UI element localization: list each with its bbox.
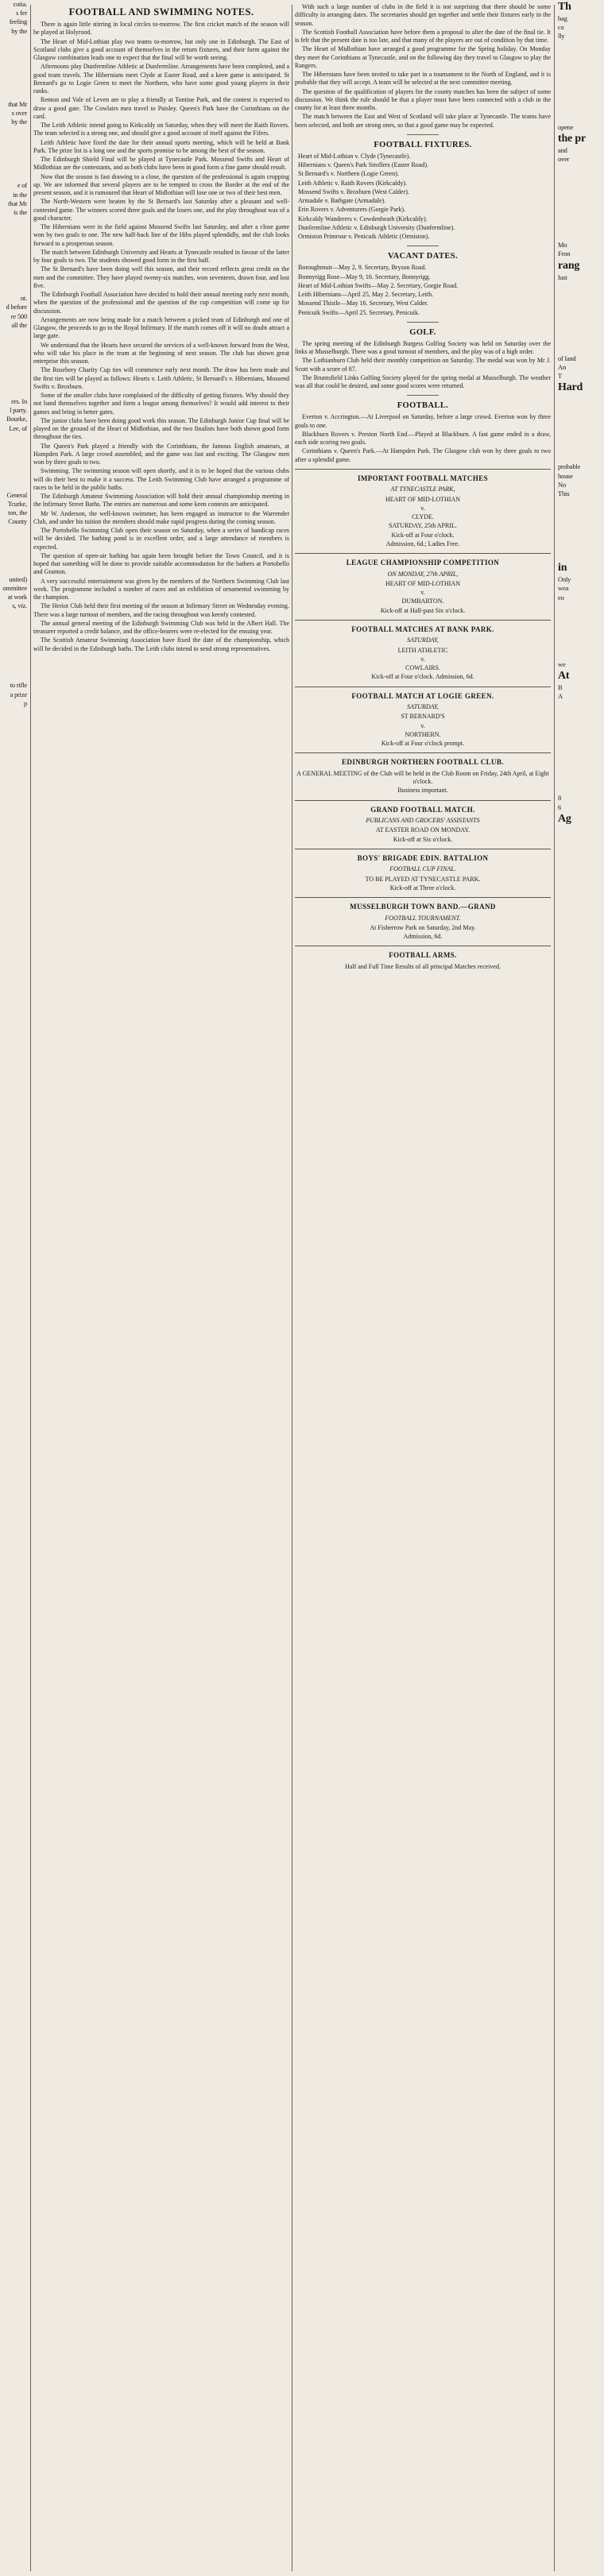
article-continuation: [295, 3, 551, 130]
fixture-line: Erin Rovers v. Adventurers (Gorgie Park).: [298, 206, 406, 214]
paragraph: The Bruntsfield Links Golfing Society played for the spring medal at Musselburgh. The weather was all that could be desired, and some good scores were returned.: [295, 373, 551, 389]
edge-text-line: d before: [6, 303, 27, 311]
advert-line: v.: [420, 721, 425, 729]
edge-text-line: Only: [558, 575, 571, 584]
edge-text-line: County: [8, 517, 27, 526]
edge-text-line: Th: [558, 1, 571, 13]
paragraph: A very successful entertainment was given by the members of the Northern Swimming Club last week. The programme included a number of races and an exhibition of ornamental swimming by the champion.: [33, 577, 289, 601]
paragraph: Blackburn Rovers v. Preston North End.—Played at Blackburn. A fast game ended in a draw, each side scoring two goals.: [295, 430, 551, 446]
golf-title: GOLF.: [409, 327, 436, 337]
advert-line: TO BE PLAYED AT TYNECASTLE PARK.: [365, 875, 481, 883]
advert-subtitle: SATURDAY,: [407, 703, 439, 710]
advert-line: SATURDAY, 25th APRIL.: [389, 522, 457, 530]
edge-text-line: that Mr: [8, 99, 27, 108]
advert-line: Kick-off at Four o'clock prompt.: [381, 740, 465, 747]
advert-line: ST BERNARD'S: [401, 713, 445, 721]
paragraph: We understand that the Hearts have secured the services of a well-known forward from the West, who will take his place in the team at the beginning of next season. The club has shown great enterprise this season.: [33, 341, 289, 365]
advertisements: [295, 469, 551, 971]
edge-text-line: s over: [11, 109, 27, 118]
advert-line: Half and Full Time Results of all principal Matches received.: [345, 962, 501, 970]
advert-subtitle: SATURDAY,: [407, 636, 439, 644]
paragraph: The Scottish Football Association have before them a proposal to alter the date of the final tie. It is felt that the present date is too late, and that many of the players are out of condition by that time.: [295, 28, 551, 44]
column-rule-left: [30, 5, 31, 2571]
fixture-line: Leith Athletic v. Raith Rovers (Kirkcaldy).: [298, 179, 408, 187]
paragraph: The match between Edinburgh University and Hearts at Tynecastle resulted in favour of the latter by four goals to two. The students showed good form in the first half.: [33, 248, 289, 264]
advertisement: [295, 687, 551, 748]
paragraph: The junior clubs have been doing good work this season. The Edinburgh Junior Cup final will be played on the ground of the Heart of Midlothian, and the two finalists have both shown good form throughout the ties.: [33, 416, 289, 441]
edge-text-line: at work: [7, 593, 27, 601]
edge-text-line: Hard: [558, 381, 583, 394]
edge-text-line: house: [558, 471, 573, 480]
paragraph: The match between the East and West of Scotland will take place at Tynecastle. The teams have been selected, and both are strong ones, so that a good game may be expected.: [295, 113, 551, 129]
vacant-dates-title: VACANT DATES.: [387, 252, 459, 261]
advert-line: HEART OF MID-LOTHIAN: [385, 495, 461, 503]
advert-title: GRAND FOOTBALL MATCH.: [370, 805, 475, 814]
vacant-date-line: Bonnyrigg Rose—May 9, 16. Secretary, Bonnyrigg.: [298, 273, 431, 280]
advert-line: Admission, 6d.: [403, 933, 443, 940]
edge-text-line: rang: [558, 259, 580, 272]
edge-text-line: B: [558, 683, 563, 692]
article-body: [33, 21, 289, 653]
edge-text-line: A: [558, 692, 563, 701]
advert-line: COWLAIRS.: [405, 664, 440, 671]
paragraph: There is again little stirring in local circles to-morrow. The first cricket match of the season will be played at Holyrood.: [33, 21, 289, 37]
advert-line: Kick-off at Four o'clock. Admission, 6d.: [371, 673, 474, 681]
advert-line: A GENERAL MEETING of the Club will be held in the Club Room on Friday, 24th April, at Eight o'clock.: [296, 769, 549, 785]
advert-line: CLYDE.: [412, 513, 434, 520]
fixture-line: Dunfermline Athletic v. Edinburgh University (Dunfermline).: [298, 223, 455, 231]
paragraph: Mr W. Anderson, the well-known swimmer, has been engaged as instructor to the Warrender Club, and under his tuition the members should make rapid progress during the coming season.: [33, 509, 289, 525]
edge-text-line: a prize: [10, 690, 27, 698]
advert-line: NORTHERN.: [405, 730, 441, 738]
advert-line: At Fisherrow Park on Saturday, 2nd May.: [370, 923, 476, 931]
advertisement: [295, 946, 551, 971]
fixtures-title: FOOTBALL FIXTURES.: [374, 140, 472, 149]
edge-text-line: This: [558, 489, 570, 498]
edge-text-line: Lee, of: [9, 424, 27, 432]
edge-text-line: l party.: [10, 406, 27, 415]
paragraph: Leith Athletic have fixed the date for their annual sports meeting, which will be held at Bank Park. The prize list is a long one and the sports promise to be among the best of the season.: [33, 138, 289, 154]
edge-text-line: opene: [558, 122, 574, 131]
edge-text-line: ommittee: [2, 583, 27, 592]
paragraph: Some of the smaller clubs have complained of the difficulty of getting fixtures. Why should they not band themselves together and form a league among themselves? It would add interest to their games and bring in better gates.: [33, 392, 289, 416]
advert-subtitle: PUBLICANS AND GROCERS' ASSISTANTS: [366, 817, 480, 824]
advert-title: IMPORTANT FOOTBALL MATCHES: [357, 474, 489, 482]
advert-line: AT EASTER ROAD ON MONDAY.: [375, 826, 470, 834]
paragraph: The Edinburgh Football Association have decided to hold their annual meeting early next month, when the question of the professional and the question of the cup competition will come up for discussion.: [33, 291, 289, 315]
edge-text-line: At: [558, 670, 570, 683]
paragraph: The St Bernard's have been doing well this season, and their record reflects great credit on the men and the committee. They have played twenty-six matches, won seventeen, drawn four, and lost five.: [33, 265, 289, 289]
paragraph: The Leith Athletic intend going to Kirkcaldy on Saturday, when they will meet the Raith Rovers. The team selected is a strong one, and should give a good account of itself against the Fifers.: [33, 122, 289, 137]
golf-body: [295, 340, 551, 391]
edge-text-line: by the: [11, 26, 27, 35]
paragraph: Swimming. The swimming season will open shortly, and it is to be hoped that the various clubs will do their best to make it a success. The Leith Swimming Club have arranged a programme of races to be held in the public baths.: [33, 467, 289, 491]
edge-text-line: lly: [558, 32, 565, 41]
advertisement: [295, 469, 551, 548]
edge-text-line: to rifle: [10, 681, 27, 690]
vacant-date-line: Boroughmuir—May 2, 9. Secretary, Bryson Road.: [298, 264, 427, 272]
edge-text-line: Tcurke,: [7, 500, 27, 509]
edge-text-line: ca: [558, 23, 564, 32]
advert-line: Business important.: [397, 787, 448, 795]
vacant-date-line: Leith Hibernians—April 25, May 2. Secretary, Leith.: [298, 291, 434, 298]
edge-text-line: An: [558, 363, 566, 372]
edge-text-line: ton, the: [8, 509, 27, 517]
advert-subtitle: ON MONDAY, 27th APRIL,: [387, 570, 459, 578]
paragraph: The annual general meeting of the Edinburgh Swimming Club was held in the Albert Hall. The treasurer reported a credit balance, and the office-bearers were re-elected for the ensuing year.: [33, 619, 289, 635]
advertisement: [295, 897, 551, 941]
advert-line: Kick-off at Three o'clock.: [389, 884, 456, 892]
vacant-date-line: Heart of Mid-Lothian Swifts—May 2. Secretary, Gorgie Road.: [298, 281, 459, 289]
edge-text-line: of land: [558, 354, 576, 362]
paragraph: The Heriot Club held their first meeting of the season at Infirmary Street on Wednesday evening. There was a large turnout of members, and the racing throughout was keenly contested.: [33, 602, 289, 618]
paragraph: The Edinburgh Shield Final will be played at Tynecastle Park. Mossend Swifts and Heart of Midlothian are the contestants, and as both clubs have been in good form a fine game should result.: [33, 156, 289, 172]
fixture-line: Heart of Mid-Lothian v. Clyde (Tynecastle).: [298, 152, 411, 160]
vacant-dates-list: [295, 264, 551, 317]
divider: [407, 322, 439, 323]
paragraph: The Heart of Midlothian have arranged a good programme for the Spring holiday. On Monday they meet the Corinthians at Tynecastle, and on the following day they travel to Glasgow to play the Rangers.: [295, 45, 551, 69]
paragraph: The Scottish Amateur Swimming Association have fixed the date of the championship, which will be decided in the Edinburgh baths. The Leith clubs intend to send strong representatives.: [33, 636, 289, 652]
edge-text-line: probable: [558, 462, 581, 471]
paragraph: The Heart of Mid-Lothian play two teams to-morrow, but only one in Edinburgh. The East of Scotland clubs give a good account of themselves in the return fixtures, and their form against the Glasgow combination leads one to expect that the final will be worth seeing.: [33, 37, 289, 61]
advert-title: LEAGUE CHAMPIONSHIP COMPETITION: [346, 559, 500, 567]
advert-line: v.: [420, 589, 425, 596]
football-title: FOOTBALL.: [397, 401, 449, 411]
advert-line: Kick-off at Half-past Six o'clock.: [380, 606, 466, 614]
edge-text-line: T: [558, 372, 562, 381]
edge-text-line: the pr: [558, 132, 586, 145]
vacant-date-line: Penicuik Swifts—April 25. Secretary, Penicuik.: [298, 308, 420, 316]
edge-text-line: General: [6, 490, 27, 499]
edge-text-line: feeling: [9, 17, 27, 26]
edge-text-line: in: [558, 562, 567, 574]
edge-text-line: by the: [11, 118, 27, 126]
edge-text-line: wea: [558, 584, 569, 593]
paragraph: The Edinburgh Amateur Swimming Association will hold their annual championship meeting in the Infirmary Street Baths. The entries are numerous and some keen contests are anticipated.: [33, 493, 289, 509]
edge-text-line: that Mr: [8, 199, 27, 207]
edge-text-line: lust: [558, 273, 567, 281]
advert-subtitle: FOOTBALL TOURNAMENT.: [385, 914, 461, 922]
advert-subtitle: FOOTBALL CUP FINAL.: [389, 865, 456, 873]
advert-title: MUSSELBURGH TOWN BAND.—GRAND: [350, 903, 496, 911]
advertisement: [295, 849, 551, 892]
edge-text-line: 8: [558, 794, 562, 803]
advertisement: [295, 553, 551, 615]
fixture-line: Ormiston Primrose v. Penicuik Athletic (Ormiston).: [298, 233, 430, 240]
paragraph: Corinthians v. Queen's Park.—At Hampden Park. The Glasgow club won by three goals to two after a splendid game.: [295, 447, 551, 463]
fixture-line: St Bernard's v. Northern (Logie Green).: [298, 170, 399, 178]
paragraph: With such a large number of clubs in the field it is not surprising that there should be some difficulty in arranging dates. The secretaries should get together and settle their fixtures early in the season.: [295, 3, 551, 27]
advert-line: HEART OF MID-LOTHIAN: [385, 579, 461, 587]
advert-line: Kick-off at Six o'clock.: [393, 835, 453, 843]
advert-title: EDINBURGH NORTHERN FOOTBALL CLUB.: [342, 758, 504, 767]
edge-text-line: s, viz.: [12, 601, 27, 610]
edge-text-line: Ag: [558, 812, 571, 825]
advert-title: FOOTBALL ARMS.: [389, 951, 457, 960]
fixture-line: Hibernians v. Queen's Park Strollers (Easter Road).: [298, 161, 428, 168]
paragraph: The Lothianburn Club held their monthly competition on Saturday. The medal was won by Mr J. Scott with a score of 87.: [295, 357, 551, 373]
advert-line: Kick-off at Four o'clock.: [391, 531, 455, 539]
paragraph: The Queen's Park played a friendly with the Corinthians, the famous English amateurs, at Hampden Park. A large crowd assembled, and the game was fast and exciting. The Glasgow men won by three goals to two.: [33, 442, 289, 466]
article-title: FOOTBALL AND SWIMMING NOTES.: [68, 6, 254, 17]
advert-subtitle: AT TYNECASTLE PARK,: [390, 485, 455, 493]
edge-text-line: No: [558, 480, 566, 489]
paragraph: Afternoons play Dunfermline Athletic at Dunfermline. Arrangements have been completed, and a good team travels. The Hibernians meet Clyde at Easter Road, and a keen game is anticipated. St Bernard's go to Logie Green to meet the Northern, who have some good young players in their ranks.: [33, 63, 289, 95]
edge-text-line: eo: [558, 593, 564, 601]
edge-text-line: Fron: [558, 249, 571, 258]
paragraph: Now that the season is fast drawing to a close, the question of the professional is again cropping up. We are informed that several players are to be tempted to cross the Border at the end of the present season, and it is rumoured that Heart of Midlothian will lose one or two of their best men.: [33, 172, 289, 196]
left-neighbour-column: [0, 0, 29, 2576]
edge-text-line: 6: [558, 803, 562, 811]
notes-column: [33, 3, 289, 2573]
fixtures-list: [295, 153, 551, 242]
fixture-line: Mossend Swifts v. Broxburn (West Calder).: [298, 188, 409, 195]
advert-line: v.: [420, 655, 425, 663]
divider: [407, 395, 439, 396]
paragraph: The Portobello Swimming Club open their season on Saturday, when a series of handicap races will be decided. The bathing pond is in excellent order, and a large attendance of members is expected.: [33, 527, 289, 551]
edge-text-line: ers. In: [11, 397, 27, 406]
paragraph: The question of open-air bathing has again been brought before the Town Council, and it is hoped that something will be done to provide suitable accommodation for the bathers at Portobello and Granton.: [33, 551, 289, 576]
divider: [407, 134, 439, 135]
advertisement: [295, 800, 551, 844]
fixture-line: Armadale v. Bathgate (Armadale).: [298, 197, 386, 204]
edge-text-line: cotia.: [13, 0, 27, 8]
edge-text-line: Mo: [558, 241, 567, 249]
paragraph: The question of the qualification of players for the county matches has been the subject of some discussion. We think the rule should be that a player must have been connected with a club in the county for at least three months.: [295, 87, 551, 111]
paragraph: Renton and Vale of Leven are to play a friendly at Tontine Park, and the contest is expected to draw a good gate. The Cowlairs men travel to Paisley. Queen's Park have the Corinthians on the card.: [33, 96, 289, 120]
paragraph: Everton v. Accrington.—At Liverpool on Saturday, before a large crowd. Everton won by three goals to one.: [295, 413, 551, 429]
paragraph: The Hibernians were in the field against Mossend Swifts last Saturday, and after a close game won by two goals to one. The new half-back line of the Hibs played splendidly, and the club looks forward to a prosperous season.: [33, 223, 289, 247]
fixture-line: Kirkcaldy Wanderers v. Cowdenbeath (Kirkcaldy).: [298, 215, 428, 222]
advert-title: FOOTBALL MATCHES AT BANK PARK.: [351, 625, 494, 633]
edge-text-line: united): [9, 574, 27, 583]
advertisement: [295, 752, 551, 795]
paragraph: The spring meeting of the Edinburgh Burgess Golfing Society was held on Saturday over the links at Musselburgh. There was a good turnout of members, and the play was of a high order.: [295, 339, 551, 355]
edge-text-line: in the: [13, 190, 27, 199]
edge-text-line: is the: [14, 208, 27, 217]
edge-text-line: all the: [11, 320, 27, 329]
advert-line: DUMBARTON.: [401, 598, 444, 605]
football-body: [295, 413, 551, 464]
paragraph: The North-Western were beaten by the St Bernard's last Saturday after a pleasant and well-contested game. The winners scored three goals and the losers one, and the play throughout was of a good character.: [33, 198, 289, 222]
paragraph: Arrangements are now being made for a match between a picked team of Edinburgh and one of Glasgow, the proceeds to go to the Royal Infirmary. If the match comes off it will no doubt attract a large gate.: [33, 315, 289, 340]
edge-text-line: e of: [17, 181, 27, 190]
edge-text-line: we: [558, 659, 566, 668]
edge-text-line: re 500: [10, 311, 27, 320]
edge-text-line: Bourke,: [6, 415, 27, 424]
advert-line: LEITH ATHLETIC: [397, 646, 448, 654]
right-neighbour-column: [555, 0, 604, 2576]
advert-title: FOOTBALL MATCH AT LOGIE GREEN.: [351, 691, 494, 700]
paragraph: The Hibernians have been invited to take part in a tournament in the North of England, and it is probable that they will accept. A team will be selected at the next committee meeting.: [295, 71, 551, 87]
advert-line: Admission, 6d.; Ladies Free.: [385, 540, 460, 547]
edge-text-line: bag: [558, 14, 567, 22]
edge-text-line: p: [23, 698, 27, 707]
edge-text-line: and: [558, 145, 567, 154]
advert-title: BOYS' BRIGADE EDIN. BATTALION: [357, 853, 489, 862]
advert-line: v.: [420, 504, 425, 512]
edge-text-line: over: [558, 155, 570, 164]
advertisement: [295, 620, 551, 682]
edge-text-line: s fer: [16, 9, 27, 17]
paragraph: The Rosebery Charity Cup ties will commence early next month. The draw has been made and the first ties will be played as follows: Hearts v. Leith Athletic, St Bernard's v. Hibernians, Mossend Swifts v. Broxburn.: [33, 366, 289, 390]
edge-text-line: nt.: [20, 294, 27, 303]
vacant-date-line: Mossend Thistle—May 16. Secretary, West Calder.: [298, 300, 428, 307]
fixtures-column: [295, 3, 551, 2573]
